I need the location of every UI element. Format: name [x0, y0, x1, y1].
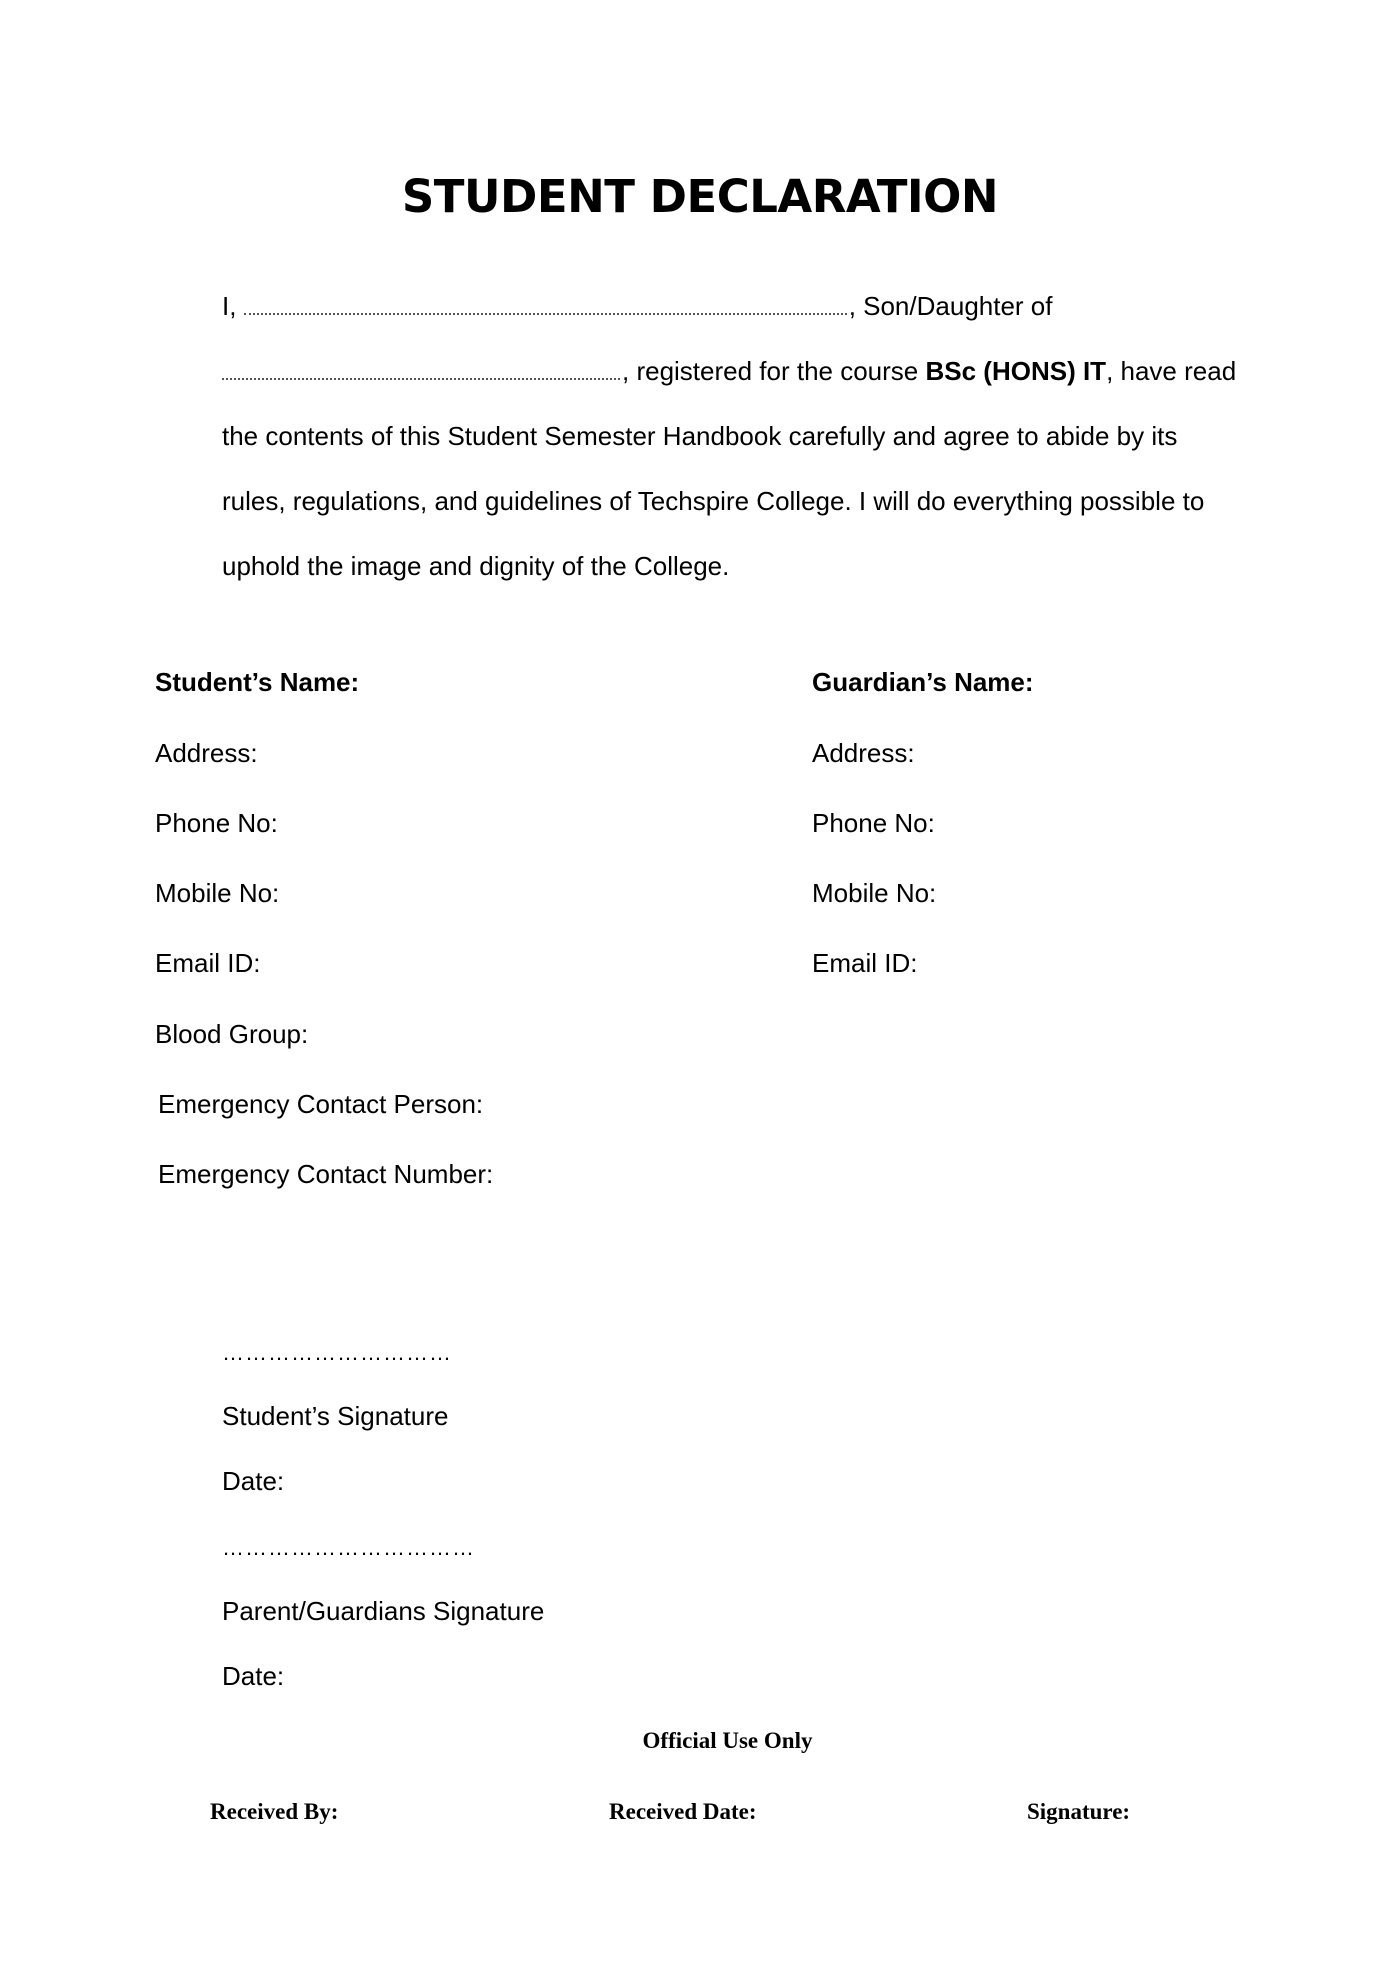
- student-email-label: Email ID:: [155, 948, 261, 978]
- student-phone-label: Phone No:: [155, 808, 278, 838]
- official-signature-label: Signature:: [1027, 1799, 1131, 1824]
- course-name: BSc (HONS) IT: [925, 356, 1107, 386]
- declaration-line-3: the contents of this Student Semester Handbook carefully and agree to abide by its: [222, 421, 1178, 451]
- guardian-signature-line[interactable]: ……………………………: [222, 1535, 475, 1560]
- guardian-phone-label: Phone No:: [812, 808, 935, 838]
- declaration-line-2: [222, 355, 1236, 387]
- student-name-label: Student’s Name:: [155, 667, 360, 697]
- page-title: STUDENT DECLARATION: [401, 170, 999, 223]
- declaration-son-daughter: , Son/Daughter of: [848, 291, 1053, 321]
- declaration-line-4: rules, regulations, and guidelines of Techspire College. I will do everything possible to: [222, 486, 1205, 516]
- declaration-registered: , registered for the course: [622, 356, 926, 386]
- student-date-label: Date:: [222, 1466, 285, 1496]
- student-mobile-label: Mobile No:: [155, 878, 280, 908]
- received-by-label: Received By:: [210, 1799, 339, 1824]
- student-name-blank[interactable]: [244, 309, 847, 315]
- emergency-person-label: Emergency Contact Person:: [158, 1089, 484, 1119]
- student-address-label: Address:: [155, 738, 258, 768]
- declaration-prefix: I,: [222, 291, 237, 321]
- declaration-line-5: uphold the image and dignity of the College.: [222, 551, 730, 581]
- guardian-date-label: Date:: [222, 1661, 285, 1691]
- guardian-mobile-label: Mobile No:: [812, 878, 937, 908]
- guardian-signature-label: Parent/Guardians Signature: [222, 1596, 545, 1626]
- emergency-number-label: Emergency Contact Number:: [158, 1159, 494, 1189]
- official-use-heading: Official Use Only: [642, 1728, 813, 1753]
- student-signature-label: Student’s Signature: [222, 1401, 449, 1431]
- declaration-line-1: [222, 290, 1053, 322]
- guardian-address-label: Address:: [812, 738, 915, 768]
- guardian-name-label: Guardian’s Name:: [812, 667, 1034, 697]
- parent-name-blank[interactable]: [222, 374, 620, 380]
- declaration-have-read: , have read: [1106, 356, 1237, 386]
- guardian-email-label: Email ID:: [812, 948, 918, 978]
- blood-group-label: Blood Group:: [155, 1019, 309, 1049]
- received-date-label: Received Date:: [609, 1799, 757, 1824]
- student-signature-line[interactable]: …………………………: [222, 1340, 452, 1365]
